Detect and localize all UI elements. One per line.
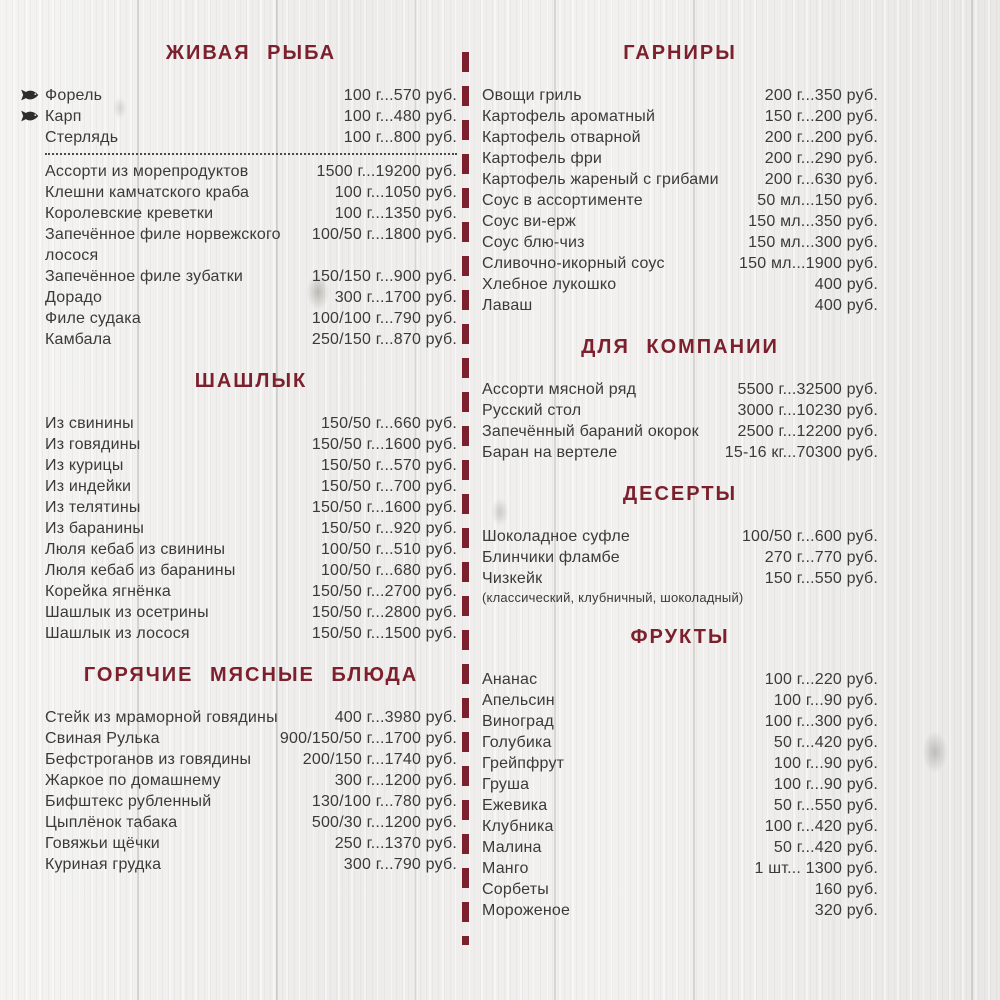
item-name: Сорбеты xyxy=(482,881,549,898)
item-name: Клешни камчатского краба xyxy=(45,184,250,201)
menu-item-row xyxy=(45,413,457,434)
item-name: Из говядины xyxy=(45,436,141,453)
item-price: 100/50 г...1800 руб. xyxy=(311,226,457,243)
item-price: 100 г...570 руб. xyxy=(343,87,457,104)
menu-item-row xyxy=(45,749,457,770)
item-name: Груша xyxy=(482,776,530,793)
item-price: 150 г...550 руб. xyxy=(764,570,878,587)
menu-item-row xyxy=(45,497,457,518)
menu-item-row xyxy=(482,232,878,253)
item-price: 100/50 г...510 руб. xyxy=(320,541,457,558)
item-name: Соус в ассортименте xyxy=(482,192,643,209)
item-name: Лаваш xyxy=(482,297,533,314)
menu-section xyxy=(482,336,878,463)
item-price: 320 руб. xyxy=(814,902,878,919)
item-price: 100 г...420 руб. xyxy=(764,818,878,835)
item-name: Из телятины xyxy=(45,499,141,516)
menu-item-row xyxy=(482,526,878,547)
menu-item-row xyxy=(482,295,878,316)
menu-item-row xyxy=(45,161,457,182)
item-price: 160 руб. xyxy=(814,881,878,898)
item-name: Ежевика xyxy=(482,797,548,814)
menu-item-row xyxy=(482,400,878,421)
item-price: 250/150 г...870 руб. xyxy=(311,331,457,348)
item-name: Хлебное лукошко xyxy=(482,276,617,293)
menu-item-row xyxy=(482,547,878,568)
section-title: ЖИВАЯ РЫБА xyxy=(165,42,337,64)
item-name: Сливочно-икорный соус xyxy=(482,255,665,272)
menu-item-row xyxy=(482,711,878,732)
item-price: 1 шт... 1300 руб. xyxy=(754,860,878,877)
menu-item-row xyxy=(45,539,457,560)
item-name: Картофель фри xyxy=(482,150,603,167)
menu-item-row xyxy=(45,791,457,812)
item-name: Шоколадное суфле xyxy=(482,528,631,545)
menu-item-row xyxy=(482,816,878,837)
menu-item-row xyxy=(482,442,878,463)
item-price: 400 г...3980 руб. xyxy=(334,709,457,726)
item-name: Соус ви-ерж xyxy=(482,213,577,230)
menu-section xyxy=(45,664,457,875)
item-price: 50 г...420 руб. xyxy=(773,839,878,856)
menu-section xyxy=(482,626,878,921)
item-price: 1500 г...19200 руб. xyxy=(316,163,457,180)
item-price: 150/50 г...1600 руб. xyxy=(311,499,457,516)
item-name: Грейпфрут xyxy=(482,755,565,772)
item-price: 150/50 г...570 руб. xyxy=(320,457,457,474)
item-name: Чизкейк xyxy=(482,570,543,587)
menu-item-row xyxy=(482,858,878,879)
item-price: 200 г...200 руб. xyxy=(764,129,878,146)
item-price: 2500 г...12200 руб. xyxy=(737,423,878,440)
item-price: 50 г...420 руб. xyxy=(773,734,878,751)
item-name: Куриная грудка xyxy=(45,856,162,873)
item-price: 270 г...770 руб. xyxy=(764,549,878,566)
item-name: Шашлык из осетрины xyxy=(45,604,209,621)
menu-item-row xyxy=(482,106,878,127)
item-price: 150/150 г...900 руб. xyxy=(311,268,457,285)
item-price: 200 г...350 руб. xyxy=(764,87,878,104)
menu-item-row xyxy=(482,379,878,400)
menu-section xyxy=(45,370,457,644)
item-name: Мороженое xyxy=(482,902,571,919)
menu-item-row xyxy=(45,581,457,602)
menu-item-row xyxy=(482,127,878,148)
menu-item-row xyxy=(482,421,878,442)
item-name: Королевские креветки xyxy=(45,205,214,222)
menu-item-row xyxy=(482,732,878,753)
item-name: Из индейки xyxy=(45,478,132,495)
menu-item-row xyxy=(482,253,878,274)
item-price: 150/50 г...1600 руб. xyxy=(311,436,457,453)
item-price: 100/50 г...600 руб. xyxy=(741,528,878,545)
section-title: ГАРНИРЫ xyxy=(623,42,737,64)
item-price: 150/50 г...1500 руб. xyxy=(311,625,457,642)
menu-column-left xyxy=(45,0,457,875)
menu-item-row xyxy=(45,707,457,728)
item-price: 5500 г...32500 руб. xyxy=(737,381,878,398)
item-name: Блинчики фламбе xyxy=(482,549,620,566)
item-name: Из баранины xyxy=(45,520,145,537)
menu-item-row xyxy=(482,900,878,921)
item-price: 500/30 г...1200 руб. xyxy=(311,814,457,831)
item-price: 150/50 г...920 руб. xyxy=(320,520,457,537)
column-divider-dashed-line xyxy=(462,52,469,945)
menu-item-row xyxy=(45,266,457,287)
item-name: Виноград xyxy=(482,713,554,730)
menu-item-row xyxy=(482,274,878,295)
menu-item-row xyxy=(482,568,878,589)
item-price: 150/50 г...2800 руб. xyxy=(311,604,457,621)
menu-item-row xyxy=(45,770,457,791)
item-name: Запечённое филе норвежского лосося xyxy=(45,226,281,264)
menu-item-row xyxy=(45,287,457,308)
item-price: 400 руб. xyxy=(814,297,878,314)
item-price: 3000 г...10230 руб. xyxy=(737,402,878,419)
menu-item-row xyxy=(482,148,878,169)
item-price: 400 руб. xyxy=(814,276,878,293)
item-name: Бефстроганов из говядины xyxy=(45,751,252,768)
item-name: Форель xyxy=(45,85,102,106)
fish-icon xyxy=(19,109,40,123)
item-price: 100 г...1350 руб. xyxy=(334,205,457,222)
item-name: Ассорти из морепродуктов xyxy=(45,163,249,180)
item-price: 150 г...200 руб. xyxy=(764,108,878,125)
item-name: Филе судака xyxy=(45,310,141,327)
item-price: 50 мл...150 руб. xyxy=(757,192,878,209)
item-name: Бифштекс рубленный xyxy=(45,793,212,810)
item-name: Запечённое филе зубатки xyxy=(45,268,244,285)
item-name: Из курицы xyxy=(45,457,124,474)
menu-item-row xyxy=(45,455,457,476)
menu-item-row xyxy=(45,812,457,833)
menu-item-row xyxy=(45,602,457,623)
item-name: Шашлык из лосося xyxy=(45,625,190,642)
menu-item-row xyxy=(45,518,457,539)
menu-item-row xyxy=(482,753,878,774)
item-price: 100 г...800 руб. xyxy=(343,129,457,146)
item-price: 100 г...300 руб. xyxy=(764,713,878,730)
item-name: Манго xyxy=(482,860,529,877)
section-title: ШАШЛЫК xyxy=(194,370,308,392)
item-name: Клубника xyxy=(482,818,554,835)
menu-item-row xyxy=(45,85,457,106)
item-price: 100/50 г...680 руб. xyxy=(320,562,457,579)
menu-section xyxy=(482,483,878,606)
item-price: 15-16 кг...70300 руб. xyxy=(724,444,878,461)
item-price: 150/50 г...660 руб. xyxy=(320,415,457,432)
item-name: Из свинины xyxy=(45,415,134,432)
item-price: 100 г...90 руб. xyxy=(773,692,878,709)
item-price: 200 г...290 руб. xyxy=(764,150,878,167)
item-price: 900/150/50 г...1700 руб. xyxy=(279,730,457,747)
item-price: 50 г...550 руб. xyxy=(773,797,878,814)
menu-item-row xyxy=(45,329,457,350)
menu-item-row xyxy=(482,690,878,711)
item-name: Люля кебаб из свинины xyxy=(45,541,226,558)
item-name: Русский стол xyxy=(482,402,582,419)
item-price: 100 г...90 руб. xyxy=(773,755,878,772)
item-name: Стейк из мраморной говядины xyxy=(45,709,278,726)
item-price: 100 г...220 руб. xyxy=(764,671,878,688)
menu-item-row xyxy=(45,203,457,224)
item-name: Стерлядь xyxy=(45,129,119,146)
item-price: 150 мл...300 руб. xyxy=(748,234,878,251)
menu-item-row xyxy=(482,669,878,690)
item-name: Запечённый бараний окорок xyxy=(482,423,699,440)
menu-item-row xyxy=(45,182,457,203)
item-price: 150 мл...1900 руб. xyxy=(739,255,878,272)
item-name: Ананас xyxy=(482,671,538,688)
section-title: ДЛЯ КОМПАНИИ xyxy=(581,336,779,358)
menu-column-right xyxy=(482,0,878,921)
item-name: Апельсин xyxy=(482,692,555,709)
item-price: 200/150 г...1740 руб. xyxy=(302,751,457,768)
item-name: Картофель жареный с грибами xyxy=(482,171,719,188)
item-name: Картофель отварной xyxy=(482,129,641,146)
menu-section xyxy=(482,42,878,316)
menu-item-row xyxy=(482,879,878,900)
item-note: (классический, клубничный, шоколадный) xyxy=(482,590,744,605)
item-price: 300 г...1700 руб. xyxy=(334,289,457,306)
item-name: Дорадо xyxy=(45,289,103,306)
item-price: 150/50 г...2700 руб. xyxy=(311,583,457,600)
section-title: ФРУКТЫ xyxy=(630,626,730,648)
item-price: 130/100 г...780 руб. xyxy=(311,793,457,810)
menu-item-row xyxy=(45,308,457,329)
menu-item-row xyxy=(45,623,457,644)
item-price: 200 г...630 руб. xyxy=(764,171,878,188)
menu-item-row xyxy=(482,190,878,211)
item-price: 300 г...790 руб. xyxy=(343,856,457,873)
dotted-divider xyxy=(45,153,457,155)
menu-item-row xyxy=(482,795,878,816)
menu-item-row xyxy=(482,85,878,106)
menu-item-row xyxy=(45,854,457,875)
menu-item-row xyxy=(45,434,457,455)
menu-section xyxy=(45,42,457,350)
item-price: 100 г...90 руб. xyxy=(773,776,878,793)
menu-item-row xyxy=(45,560,457,581)
item-name: Соус блю-чиз xyxy=(482,234,585,251)
item-name: Овощи гриль xyxy=(482,87,582,104)
item-price: 150 мл...350 руб. xyxy=(748,213,878,230)
item-price: 100 г...1050 руб. xyxy=(334,184,457,201)
item-price: 100/100 г...790 руб. xyxy=(311,310,457,327)
item-name: Свиная Рулька xyxy=(45,730,160,747)
item-name: Цыплёнок табака xyxy=(45,814,178,831)
menu-item-row xyxy=(45,728,457,749)
fish-icon xyxy=(19,88,40,102)
item-name: Картофель ароматный xyxy=(482,108,656,125)
item-name: Малина xyxy=(482,839,542,856)
menu-item-row xyxy=(482,169,878,190)
menu-item-row xyxy=(45,127,457,148)
menu-item-row xyxy=(45,833,457,854)
item-price: 300 г...1200 руб. xyxy=(334,772,457,789)
item-name: Баран на вертеле xyxy=(482,444,618,461)
item-price: 100 г...480 руб. xyxy=(343,108,457,125)
menu-item-row xyxy=(482,837,878,858)
menu-item-row xyxy=(45,476,457,497)
item-name: Жаркое по домашнему xyxy=(45,772,221,789)
menu-item-row xyxy=(45,106,457,127)
item-name: Камбала xyxy=(45,331,112,348)
item-name: Люля кебаб из баранины xyxy=(45,562,236,579)
item-price: 250 г...1370 руб. xyxy=(334,835,457,852)
item-name: Говяжьи щёчки xyxy=(45,835,160,852)
item-price: 150/50 г...700 руб. xyxy=(320,478,457,495)
item-name: Корейка ягнёнка xyxy=(45,583,171,600)
item-name: Карп xyxy=(45,106,82,127)
item-name: Голубика xyxy=(482,734,552,751)
menu-item-row xyxy=(482,211,878,232)
menu-item-row xyxy=(482,774,878,795)
item-name: Ассорти мясной ряд xyxy=(482,381,637,398)
menu-item-row xyxy=(45,224,457,266)
section-title: ДЕСЕРТЫ xyxy=(622,483,738,505)
section-title: ГОРЯЧИЕ МЯСНЫЕ БЛЮДА xyxy=(83,664,419,686)
